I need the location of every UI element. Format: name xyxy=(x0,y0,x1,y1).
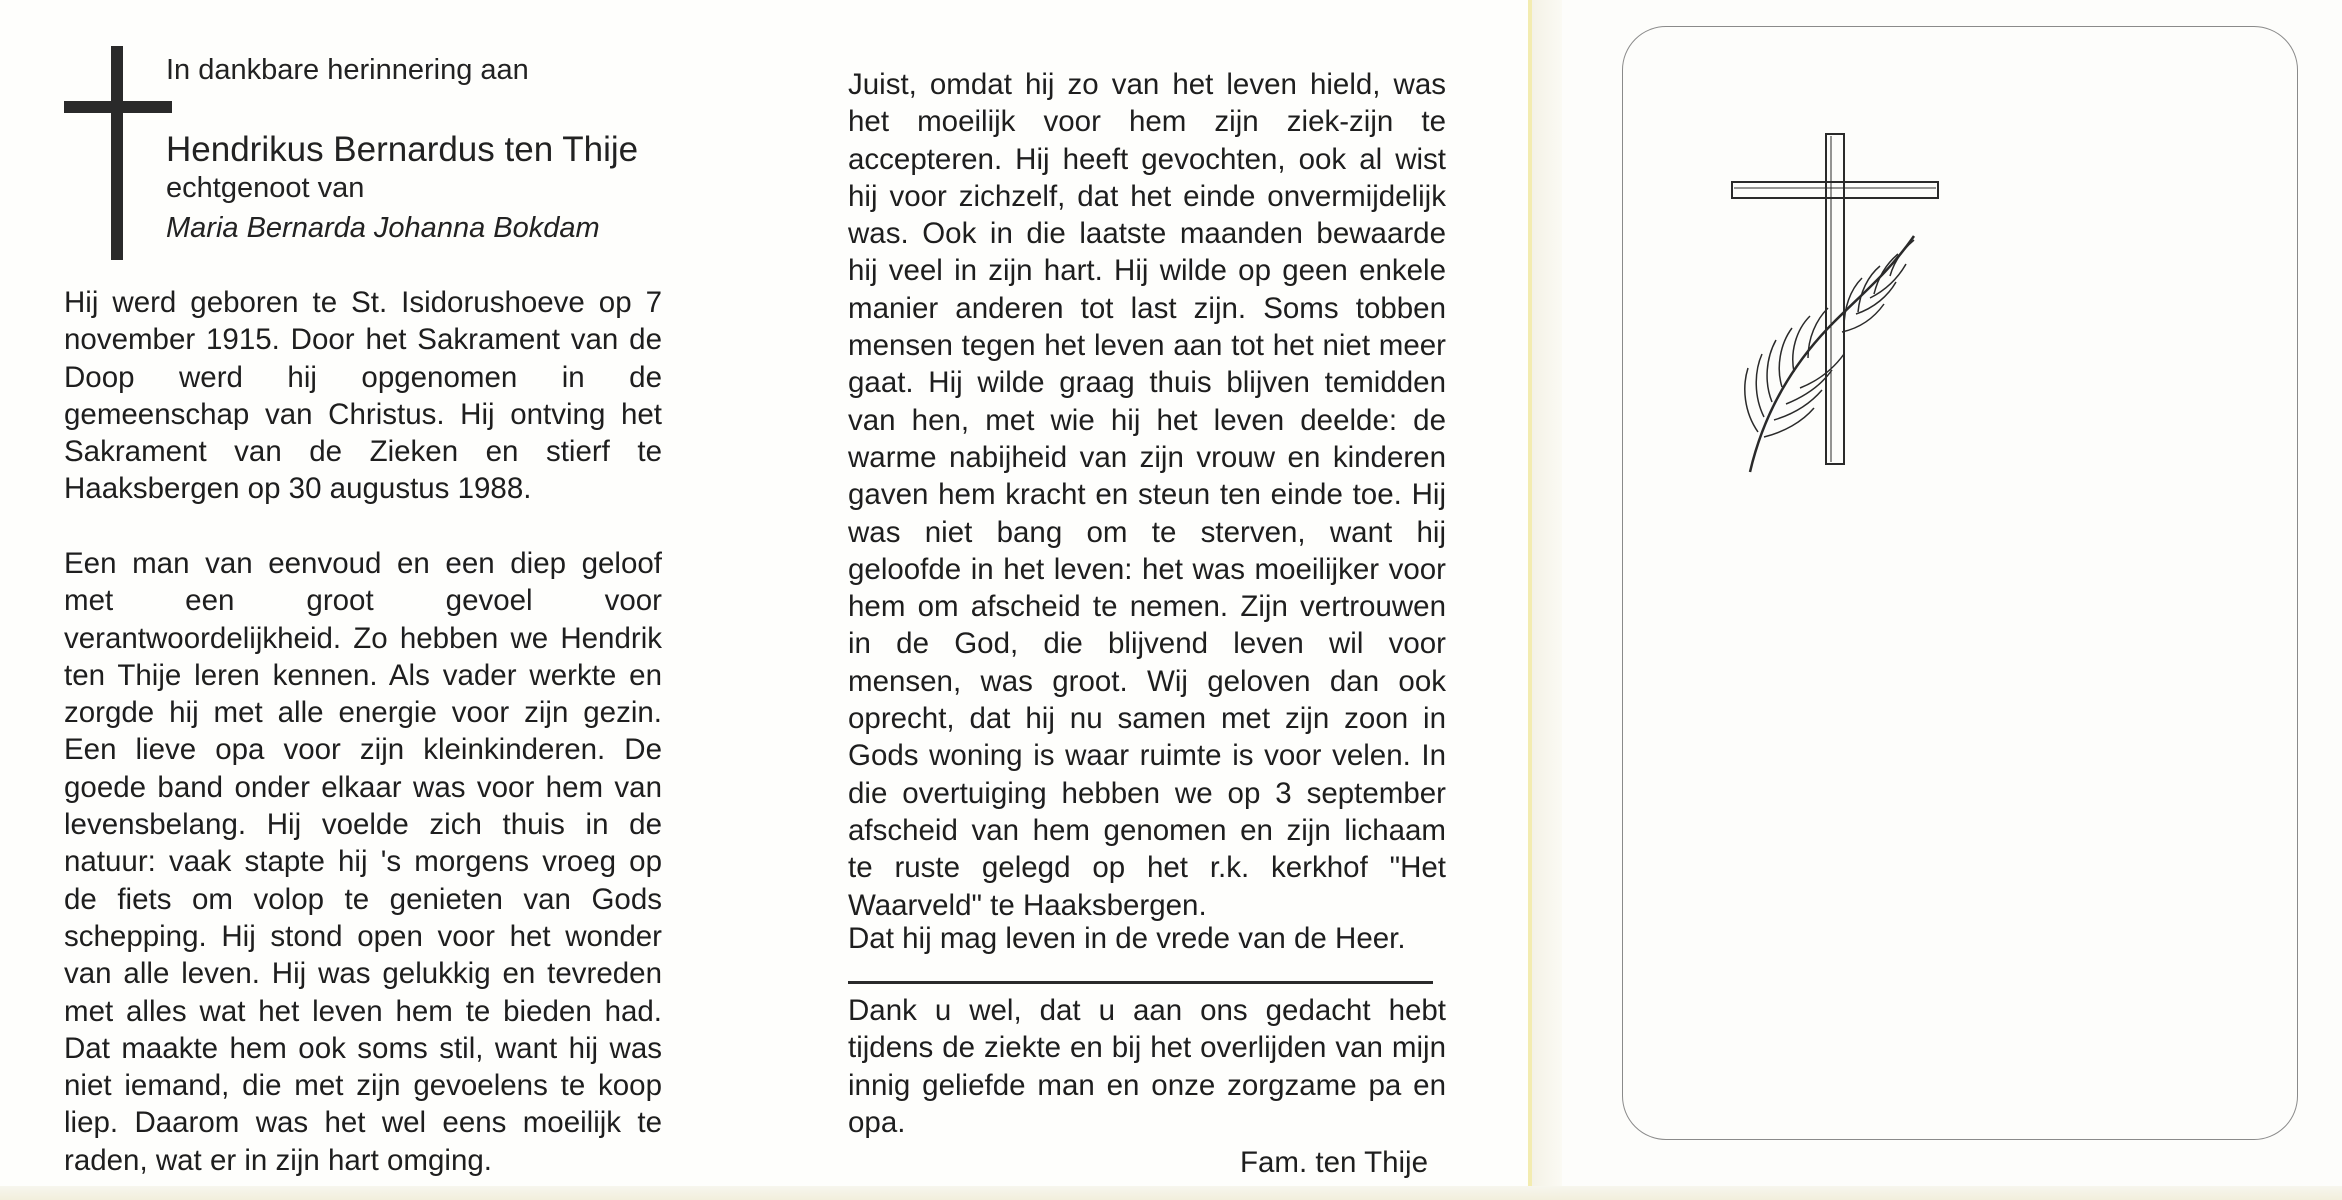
cross-vertical-beam xyxy=(1826,134,1844,464)
card-gutter xyxy=(1532,0,1562,1200)
spouse-name: Maria Bernarda Johanna Bokdam xyxy=(166,212,600,244)
character-paragraph: Een man van eenvoud en een diep geloof met een groot gevoel voor verantwoordelijkheid. Zo hebben we Hendrik ten Thije leren kennen. Als vader werkte en zorgde hij met alle energie voor zijn gezin. Een lieve opa voor zijn kleinkinderen. De goede band onder elkaar was voor hem van levensbelang. Hij voelde zich thuis in de natuur: vaak stapte hij 's morgens vroeg op de fiets om volop te genieten van Gods schepping. Hij stond open voor het wonder van alle leven. Hij was gelukkig en tevreden met alles wat het leven hem te bieden had. Dat maakte hem ook soms stil, want hij was niet iemand, die met zijn gevoelens te koop liep. Daarom was het wel eens moeilijk te raden, wat er in zijn hart omging. xyxy=(64,547,662,1177)
spouse-label: echtgenoot van xyxy=(166,172,365,204)
cross-with-palm-icon xyxy=(1724,132,1964,482)
divider-line xyxy=(848,981,1433,984)
final-months-paragraph: Juist, omdat hij zo van het leven hield, was het moeilijk voor hem zijn ziek-zijn te accepteren. Hij heeft gevochten, ook al wist hij voor zichzelf, dat het einde onvermijdelijk was. Ook in die laatste maanden bewaarde hij veel in zijn hart. Hij wilde op geen enkele manier anderen tot last zijn. Soms tobben mensen tegen het leven aan tot het niet meer gaat. Hij wilde graag thuis blijven temidden van hen, met wie hij het leven deelde: de warme nabijheid van zijn vrouw en kinderen gaven hem kracht en steun ten einde toe. Hij was niet bang om te sterven, want hij geloofde in het leven: het was moeilijker voor hem om afscheid te nemen. Zijn vertrouwen in de God, die blijvend leven wil voor mensen, was groot. Wij geloven dan ook oprecht, dat hij nu samen met zijn zoon in Gods woning is waar ruimte is voor velen. In die overtuiging hebben we op 3 september afscheid van hem genomen en zijn lichaam te ruste gelegd op het r.k. kerkhof "Het Waarveld" te Haaksbergen. xyxy=(848,68,1446,922)
intro-line: In dankbare herinnering aan xyxy=(166,54,529,86)
cross-icon-crossbar xyxy=(64,101,172,113)
scan-bottom-edge xyxy=(0,1186,2342,1200)
palm-stem xyxy=(1750,236,1914,472)
thanks-paragraph: Dank u wel, dat u aan ons gedacht hebt tijdens de ziekte en bij het overlijden van mijn innig geliefde man en onze zorgzame pa en opa. xyxy=(848,994,1446,1139)
family-signature: Fam. ten Thije xyxy=(1240,1146,1429,1179)
cross-icon xyxy=(111,46,123,260)
cross-horizontal-beam xyxy=(1732,182,1938,198)
deceased-name: Hendrikus Bernardus ten Thije xyxy=(166,130,639,169)
closing-prayer: Dat hij mag leven in de vrede van de Heer. xyxy=(848,922,1406,955)
biography-paragraph: Hij werd geboren te St. Isidorushoeve op 7 november 1915. Door het Sakrament van de Doop werd hij opgenomen in de gemeenschap van Christus. Hij ontving het Sakrament van de Zieken en stierf te Haaksbergen op 30 augustus 1988. xyxy=(64,286,662,506)
